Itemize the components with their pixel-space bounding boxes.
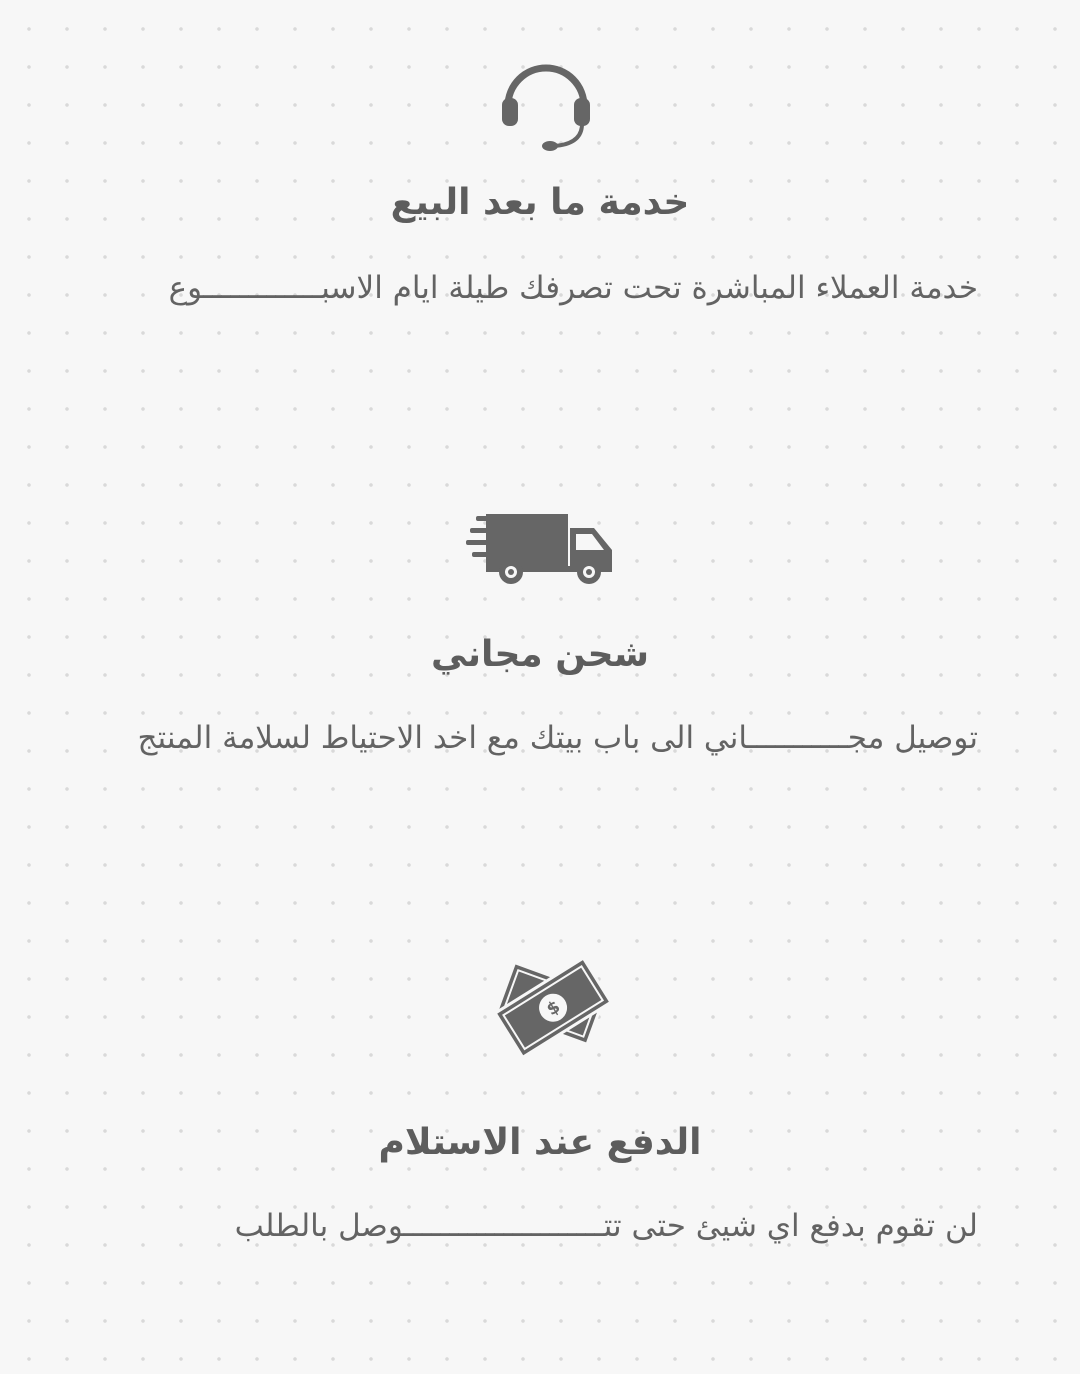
feature-title: خدمة ما بعد البيع <box>390 182 690 223</box>
cash-bills-icon <box>494 948 610 1064</box>
feature-description: لن تقوم بدفع اي شيئ حتى تتــــــــــــــــــــــوصل بالطلب <box>234 1208 978 1244</box>
feature-description: توصيل مجـــــــــــاني الى باب بيتك مع اخد الاحتياط لسلامة المنتج <box>137 720 978 756</box>
delivery-truck-icon <box>466 510 614 588</box>
feature-title: شحن مجاني <box>431 634 649 675</box>
headset-icon <box>498 58 594 154</box>
feature-description: خدمة العملاء المباشرة تحت تصرفك طيلة ايام الاسبـــــــــــــوع <box>168 270 978 306</box>
feature-title: الدفع عند الاستلام <box>378 1122 702 1163</box>
svg-text:$: $ <box>543 996 564 1021</box>
